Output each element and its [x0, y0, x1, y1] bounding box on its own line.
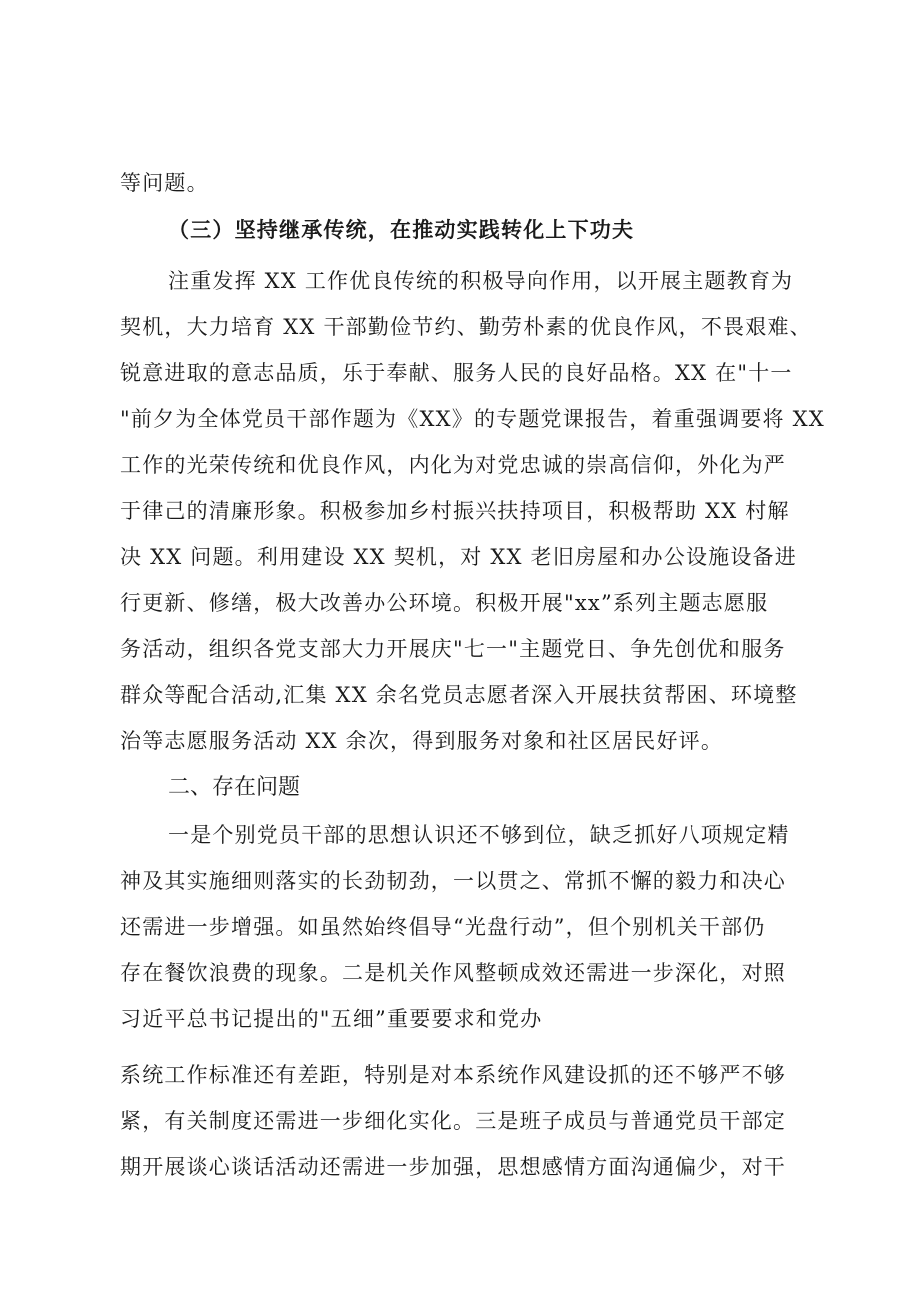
section-heading: （三）坚持继承传统，在推动实践转化上下功夫	[168, 218, 635, 242]
text-line: 等问题。	[120, 171, 209, 195]
text-line: 存在餐饮浪费的现象。二是机关作风整顿成效还需进一步深化，对照	[120, 961, 786, 985]
text-line: 工作的光荣传统和优良作风，内化为对党忠诚的崇高信仰，外化为严	[120, 453, 786, 477]
section-heading: 二、存在问题	[168, 775, 301, 800]
text-line: "前夕为全体党员干部作题为《XX》的专题党课报告，着重强调要将 XX	[120, 407, 825, 431]
text-line: 期开展谈心谈话活动还需进一步加强，思想感情方面沟通偏少，对干	[120, 1155, 786, 1179]
text-line: 群众等配合活动,汇集 XX 余名党员志愿者深入开展扶贫帮困、环境整	[120, 683, 798, 707]
text-line: 神及其实施细则落实的长劲韧劲，一以贯之、常抓不懈的毅力和决心	[120, 869, 786, 893]
text-line: 系统工作标准还有差距，特别是对本系统作风建设抓的还不够严不够	[120, 1063, 786, 1087]
text-line: 还需进一步增强。如虽然始终倡导“光盘行动”，但个别机关干部仍	[120, 915, 766, 939]
text-line: 契机，大力培育 XX 干部勤俭节约、勤劳朴素的优良作风，不畏艰难、	[120, 315, 812, 339]
text-line: 注重发挥 XX 工作优良传统的积极导向作用，以开展主题教育为	[168, 269, 794, 293]
text-line: 决 XX 问题。利用建设 XX 契机，对 XX 老旧房屋和办公设施设备进	[120, 545, 797, 569]
text-line: 一是个别党员干部的思想认识还不够到位，缺乏抓好八项规定精	[168, 823, 790, 847]
text-line: 行更新、修缮，极大改善办公环境。积极开展"xx”系列主题志愿服	[120, 591, 769, 615]
text-line: 于律己的清廉形象。积极参加乡村振兴扶持项目，积极帮助 XX 村解	[120, 499, 790, 523]
text-line: 锐意进取的意志品质，乐于奉献、服务人民的良好品格。XX 在"十一	[120, 361, 793, 385]
text-line: 紧，有关制度还需进一步细化实化。三是班子成员与普通党员干部定	[120, 1109, 786, 1133]
text-line: 务活动，组织各党支部大力开展庆"七一"主题党日、争先创优和服务	[120, 637, 786, 661]
text-line: 习近平总书记提出的"五细”重要要求和党办	[120, 1007, 543, 1031]
text-line: 治等志愿服务活动 XX 余次，得到服务对象和社区居民好评。	[120, 729, 724, 753]
